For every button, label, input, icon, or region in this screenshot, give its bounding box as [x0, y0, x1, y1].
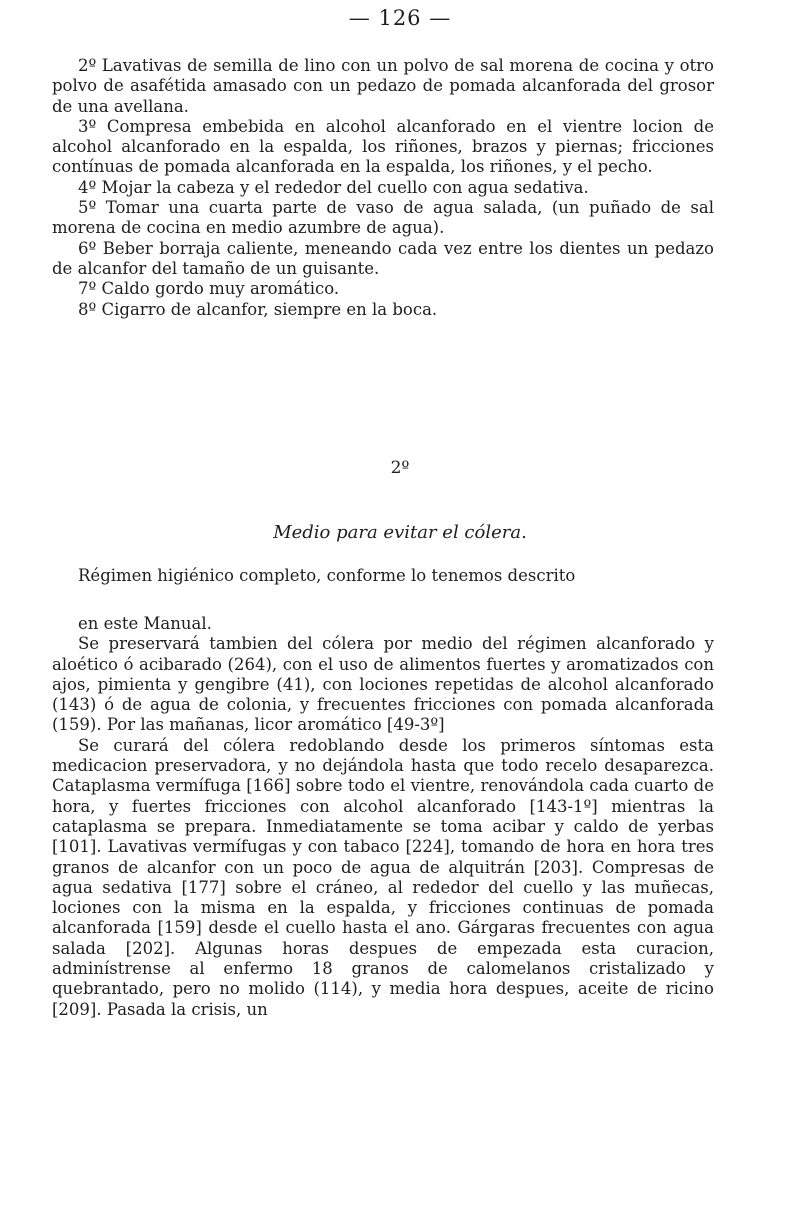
- remedy-item: 4º Mojar la cabeza y el rededor del cuello con agua sedativa.: [78, 177, 589, 197]
- remedy-item: 6º Beber borraja caliente, meneando cada vez entre los dientes un pedazo de alcanfor del tamaño de un guisante.: [52, 238, 714, 278]
- section-body: [52, 614, 714, 1020]
- section-title: Medio para evitar el cólera.: [273, 522, 527, 543]
- remedy-item: 3º Compresa embebida en alcohol alcanforado en el vientre locion de alcohol alcanforado en la espalda, los riñones, brazos y piernas; fricciones contínuas de pomada alcanforada en la espalda, los riñones, y el pecho.: [52, 116, 714, 177]
- remedy-list: [52, 56, 714, 320]
- section-number: 2º: [390, 458, 410, 478]
- remedy-item: 7º Caldo gordo muy aromático.: [78, 279, 340, 299]
- remedy-item: 5º Tomar una cuarta parte de vaso de agua salada, (un puñado de sal morena de cocina en medio azumbre de agua).: [52, 198, 714, 238]
- body-paragraph: Se curará del cólera redoblando desde los primeros síntomas esta medicacion preservadora, y no dejándola hasta que todo recelo desaparezca. Cataplasma vermífuga [166] sobre todo el vientre, renovándola cada cuarto de hora, y fuertes fricciones con alcohol alcanforado [143-1º] mientras la cataplasma se prepara. Inmediatamente se toma acibar y caldo de yerbas [101]. Lavativas vermífugas y con tabaco [224], tomando de hora en hora tres granos de alcanfor con un poco de agua de alquitrán [203]. Compresas de agua sedativa [177] sobre el cráneo, al rededor del cuello y las muñecas, lociones con la misma en la espalda, y fricciones continuas de pomada alcanforada [159] desde el cuello hasta el ano. Gárgaras frecuentes con agua salada [202]. Algunas horas despues de empezada esta curacion, adminístrense al enfermo 18 granos de calomelanos cristalizado y quebrantado, pero no molido (114), y media hora despues, aceite de ricino [209]. Pasada la crisis, un: [52, 735, 714, 1019]
- page-number: — 126 —: [348, 6, 452, 30]
- intro-line: Régimen higiénico completo, conforme lo tenemos descrito: [78, 566, 576, 585]
- body-paragraph: en este Manual.: [78, 614, 212, 633]
- remedy-item: 8º Cigarro de alcanfor, siempre en la boca.: [78, 299, 438, 319]
- body-paragraph: Se preservará tambien del cólera por medio del régimen alcanforado y aloético ó acibarado (264), con el uso de alimentos fuertes y aromatizados con ajos, pimienta y gengibre (41), con lociones repetidas de alcohol alcanforado (143) ó de agua de colonia, y frecuentes fricciones con pomada alcanforada (159). Por las mañanas, licor aromático [49-3º]: [52, 634, 714, 735]
- remedy-item: 2º Lavativas de semilla de lino con un polvo de sal morena de cocina y otro polvo de asafétida amasado con un pedazo de pomada alcanforada del grosor de una avellana.: [52, 56, 714, 116]
